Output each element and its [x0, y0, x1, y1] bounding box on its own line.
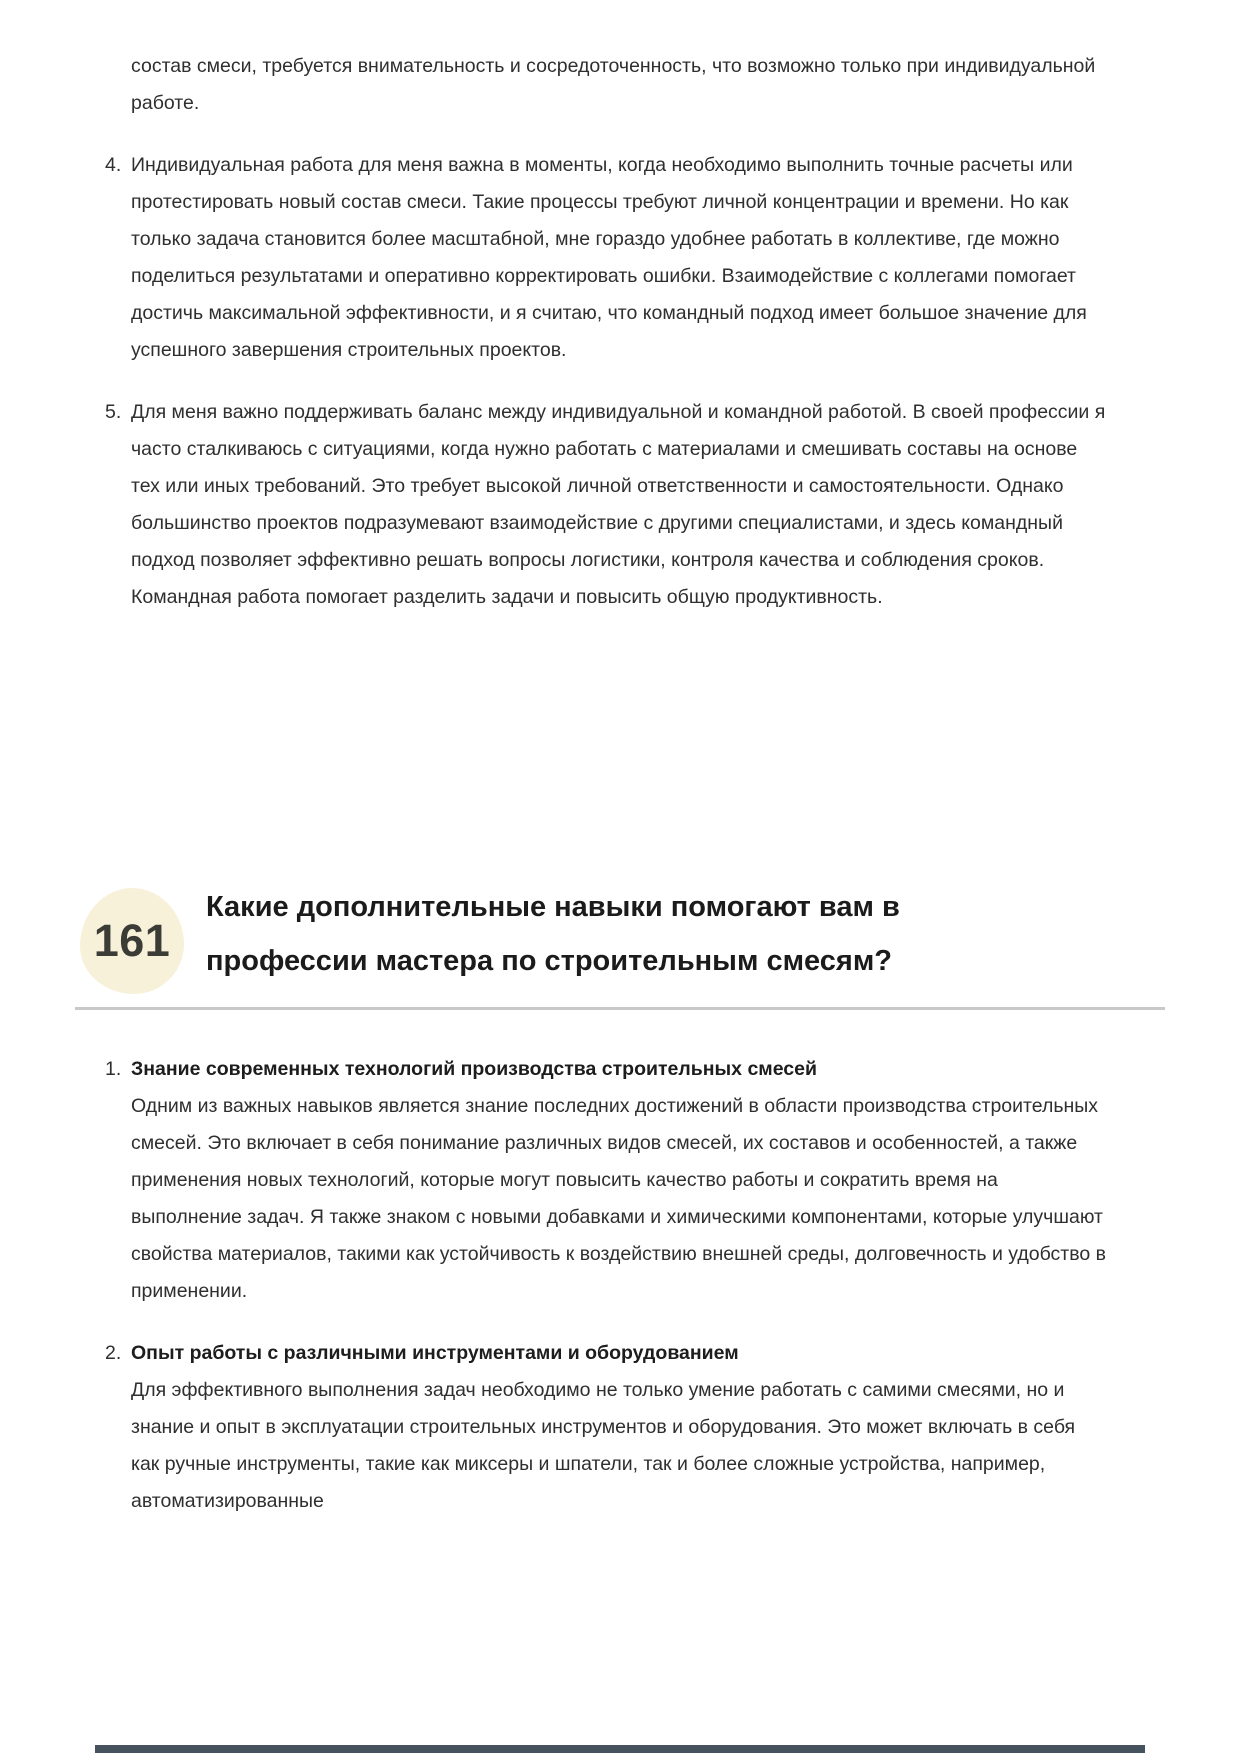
list-item-heading: Знание современных технологий производства строительных смесей [131, 1058, 817, 1080]
list-item-body [131, 1335, 1106, 1520]
next-section-edge [95, 1745, 1145, 1753]
list-item [105, 1335, 1151, 1520]
question-number: 161 [93, 915, 171, 966]
question-header [80, 878, 1151, 994]
list-item [105, 1051, 1151, 1310]
list-item [105, 147, 1151, 369]
list-item-heading: Опыт работы с различными инструментами и оборудованием [131, 1342, 739, 1364]
list-item-number: 1. [105, 1058, 122, 1080]
paragraph-continuation: состав смеси, требуется внимательность и сосредоточенность, что возможно только при индивидуальной работе. [131, 55, 1096, 114]
list-item-number: 2. [105, 1342, 122, 1364]
list-item-text: Индивидуальная работа для меня важна в моменты, когда необходимо выполнить точные расчеты или протестировать новый состав смеси. Такие процессы требуют личной концентрации и времени. Но как только задача становится более масштабной, мне гораздо удобнее работать в коллективе, где можно поделиться результатами и оперативно корректировать ошибки. Взаимодействие с коллегами помогает достичь максимальной эффективности, и я считаю, что командный подход имеет большое значение для успешного завершения строительных проектов. [131, 154, 1087, 361]
question-title: Какие дополнительные навыки помогают вам в профессии мастера по строительным смесям? [206, 891, 900, 977]
list-item-number: 4. [105, 154, 122, 176]
list-item-text: Для эффективного выполнения задач необходимо не только умение работать с самими смесями, но и знание и опыт в эксплуатации строительных инструментов и оборудования. Это может включать в себя как ручные инструменты, такие как миксеры и шпатели, так и более сложные устройства, например, автоматизированные [131, 1379, 1076, 1512]
list-item-number: 5. [105, 401, 122, 423]
question-number-badge [80, 888, 184, 994]
section-divider [75, 1007, 1165, 1010]
list-item-body [131, 1051, 1106, 1310]
answer-list-b [105, 1051, 1151, 1520]
list-item-text: Для меня важно поддерживать баланс между индивидуальной и командной работой. В своей профессии я часто сталкиваюсь с ситуациями, когда нужно работать с материалами и смешивать составы на основе тех или иных требований. Это требует высокой личной ответственности и самостоятельности. Однако большинство проектов подразумевают взаимодействие с другими специалистами, и здесь командный подход позволяет эффективно решать вопросы логистики, контроля качества и соблюдения сроков. Командная работа помогает разделить задачи и повысить общую продуктивность. [131, 401, 1106, 608]
list-item [105, 394, 1151, 616]
answer-list-a [105, 147, 1151, 616]
list-item-text: Одним из важных навыков является знание последних достижений в области производства строительных смесей. Это включает в себя понимание различных видов смесей, их составов и особенностей, а также применения новых технологий, которые могут повысить качество работы и сократить время на выполнение задач. Я также знаком с новыми добавками и химическими компонентами, которые улучшают свойства материалов, такими как устойчивость к воздействию внешней среды, долговечность и удобство в применении. [131, 1095, 1106, 1302]
